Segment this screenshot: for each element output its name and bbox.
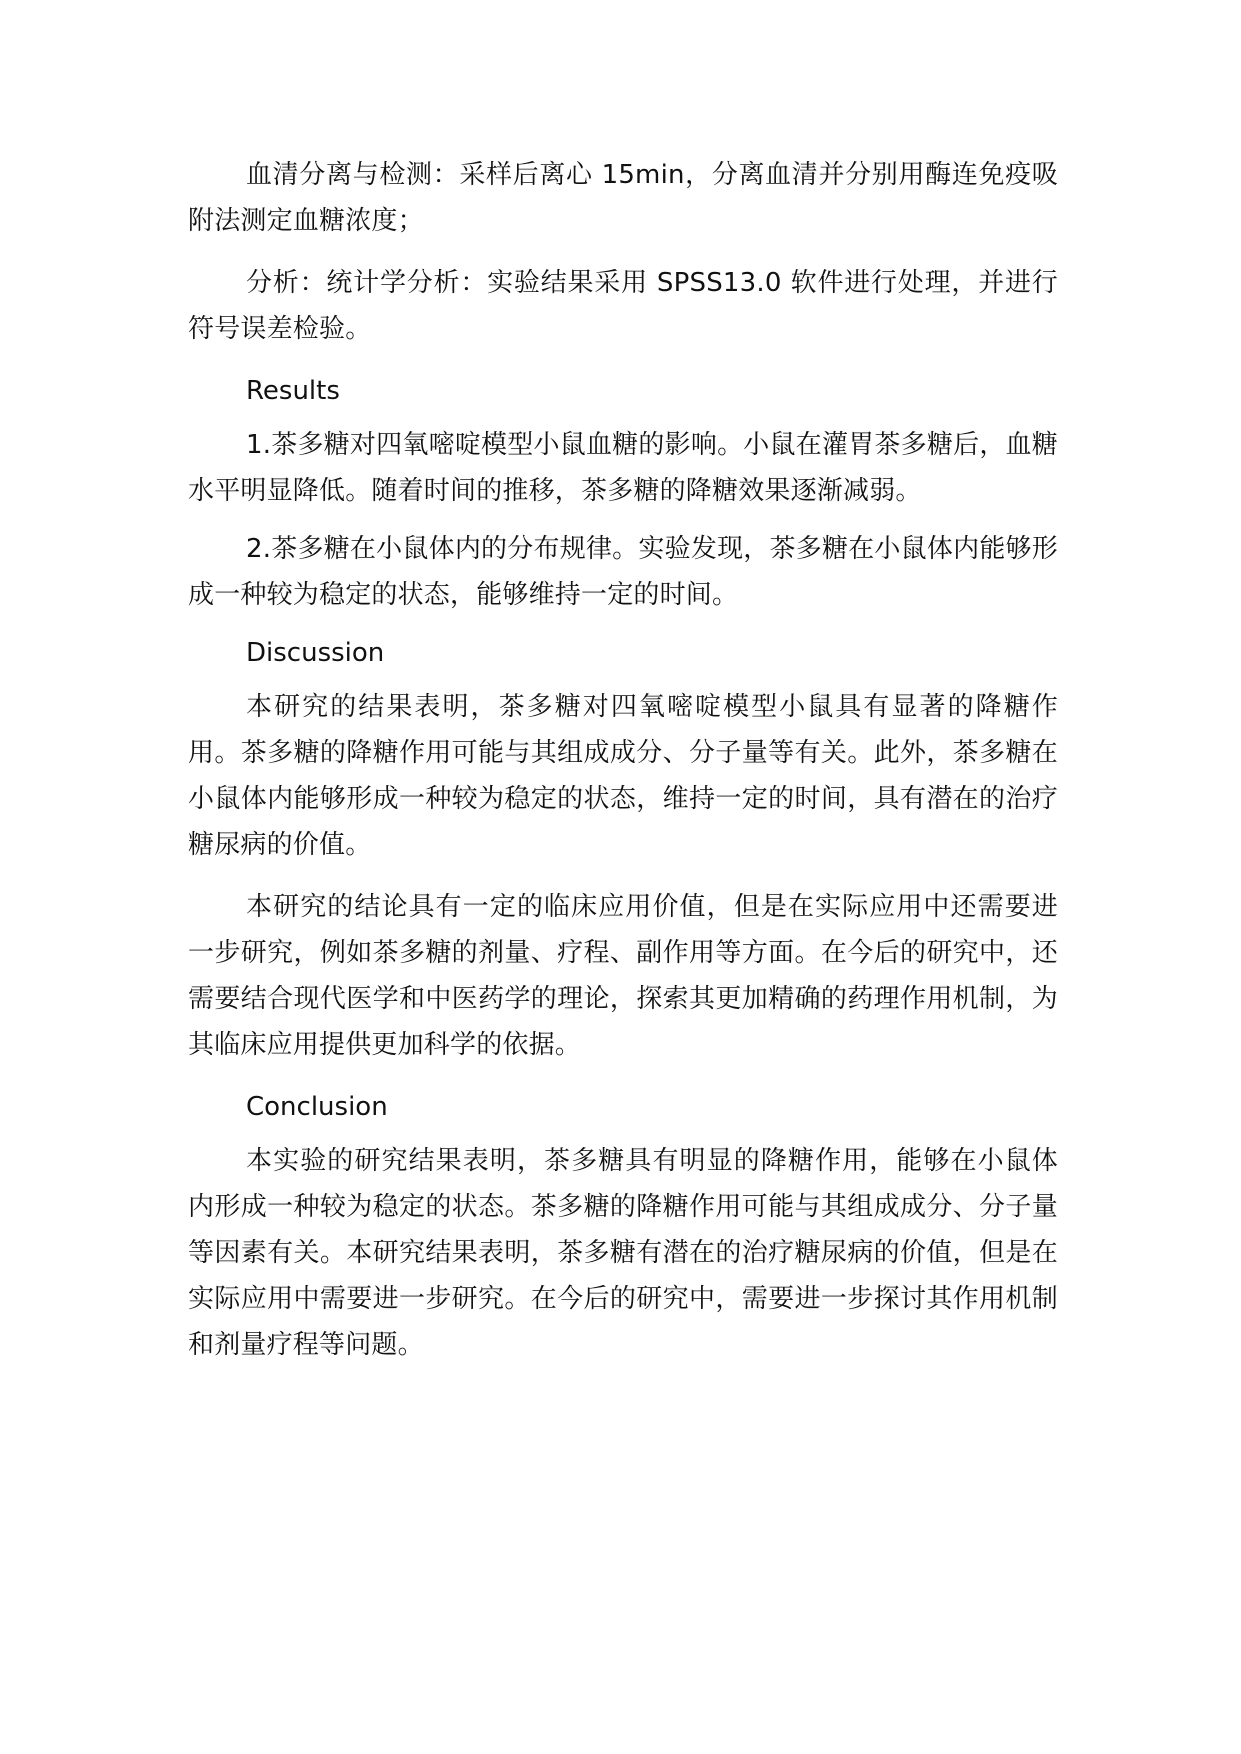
heading-conclusion: Conclusion xyxy=(246,1092,388,1122)
paragraph-statistical-analysis: 分析：统计学分析：实验结果采用 SPSS13.0 软件进行处理，并进行符号误差检验。 xyxy=(188,268,1058,344)
heading-results: Results xyxy=(246,376,340,406)
paragraph-results-2: 2.茶多糖在小鼠体内的分布规律。实验发现，茶多糖在小鼠体内能够形成一种较为稳定的状态，能够维持一定的时间。 xyxy=(188,534,1058,610)
paragraph-discussion-2: 本研究的结论具有一定的临床应用价值，但是在实际应用中还需要进一步研究，例如茶多糖的剂量、疗程、副作用等方面。在今后的研究中，还需要结合现代医学和中医药学的理论，探索其更加精确的药理作用机制，为其临床应用提供更加科学的依据。 xyxy=(188,892,1058,1060)
paragraph-discussion-1: 本研究的结果表明，茶多糖对四氧嘧啶模型小鼠具有显著的降糖作用。茶多糖的降糖作用可能与其组成成分、分子量等有关。此外，茶多糖在小鼠体内能够形成一种较为稳定的状态，维持一定的时间，具有潜在的治疗糖尿病的价值。 xyxy=(188,692,1058,860)
paragraph-serum-detection: 血清分离与检测：采样后离心 15min，分离血清并分别用酶连免疫吸附法测定血糖浓度； xyxy=(188,160,1058,236)
heading-discussion: Discussion xyxy=(246,638,385,668)
paragraph-results-1: 1.茶多糖对四氧嘧啶模型小鼠血糖的影响。小鼠在灌胃茶多糖后，血糖水平明显降低。随着时间的推移，茶多糖的降糖效果逐渐减弱。 xyxy=(188,430,1058,506)
paragraph-conclusion-1: 本实验的研究结果表明，茶多糖具有明显的降糖作用，能够在小鼠体内形成一种较为稳定的状态。茶多糖的降糖作用可能与其组成成分、分子量等因素有关。本研究结果表明，茶多糖有潜在的治疗糖尿病的价值，但是在实际应用中需要进一步研究。在今后的研究中，需要进一步探讨其作用机制和剂量疗程等问题。 xyxy=(188,1146,1058,1360)
document-page xyxy=(188,152,1058,1384)
